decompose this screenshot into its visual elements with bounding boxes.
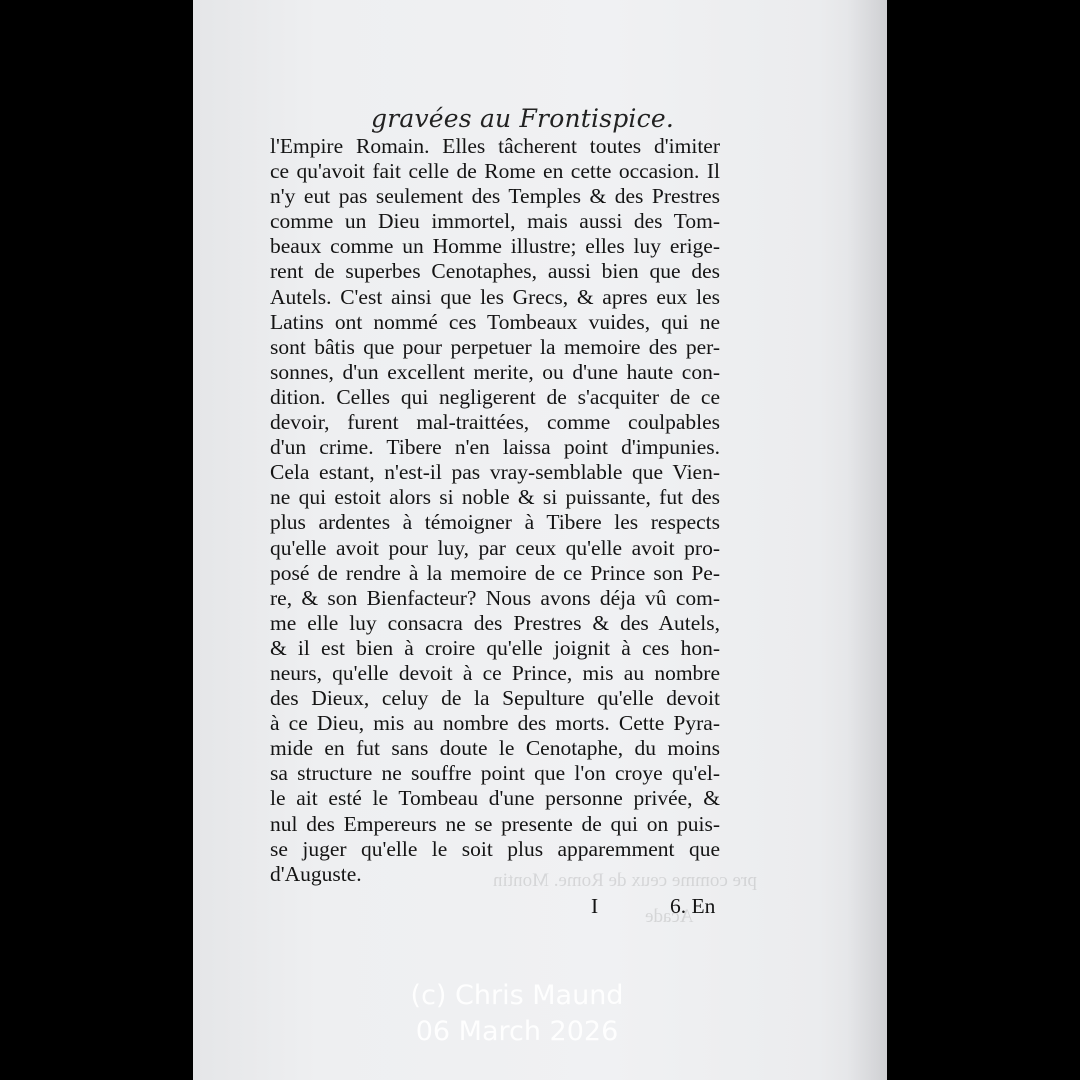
text-line: ne qui estoit alors si noble & si puissante, fut des bbox=[270, 485, 720, 510]
text-line: re, & son Bienfacteur? Nous avons déja vû com- bbox=[270, 585, 720, 610]
text-line: le ait esté le Tombeau d'une personne privée, & bbox=[270, 786, 720, 811]
text-line: qu'elle avoit pour luy, par ceux qu'elle avoit pro- bbox=[270, 535, 720, 560]
text-line: sonnes, d'un excellent merite, ou d'une haute con- bbox=[270, 359, 720, 384]
copyright-watermark bbox=[0, 978, 1034, 1050]
text-line: posé de rendre à la memoire de ce Prince son Pe- bbox=[270, 560, 720, 585]
body-text bbox=[270, 134, 720, 887]
text-line: comme un Dieu immortel, mais aussi des Tom- bbox=[270, 209, 720, 234]
text-line: des Dieux, celuy de la Sepulture qu'elle devoit bbox=[270, 686, 720, 711]
text-line: ce qu'avoit fait celle de Rome en cette occasion. Il bbox=[270, 159, 720, 184]
text-line: rent de superbes Cenotaphes, aussi bien que des bbox=[270, 259, 720, 284]
catchword: 6. En bbox=[670, 894, 716, 918]
text-line: nul des Empereurs ne se presente de qui on puis- bbox=[270, 811, 720, 836]
bleed-through-text: Acade bbox=[645, 906, 694, 927]
text-line: d'un crime. Tibere n'en laissa point d'impunies. bbox=[270, 435, 720, 460]
text-line: n'y eut pas seulement des Temples & des Prestres bbox=[270, 184, 720, 209]
text-line: d'Auguste. bbox=[270, 861, 362, 886]
text-line: sont bâtis que pour perpetuer la memoire des per- bbox=[270, 334, 720, 359]
watermark-date: 06 March 2026 bbox=[415, 1016, 619, 1047]
text-line: & il est bien à croire qu'elle joignit à ces hon- bbox=[270, 635, 720, 660]
text-line: Latins ont nommé ces Tombeaux vuides, qui ne bbox=[270, 309, 720, 334]
text-line: Autels. C'est ainsi que les Grecs, & apres eux les bbox=[270, 284, 720, 309]
text-line: devoir, furent mal-traittées, comme coulpables bbox=[270, 410, 720, 435]
text-line: plus ardentes à témoigner à Tibere les respects bbox=[270, 510, 720, 535]
signature-mark: I bbox=[591, 894, 599, 918]
text-line: Cela estant, n'est-il pas vray-semblable que Vien- bbox=[270, 460, 720, 485]
book-page bbox=[193, 0, 887, 1080]
text-line: dition. Celles qui negligerent de s'acquiter de ce bbox=[270, 384, 720, 409]
text-line: beaux comme un Homme illustre; elles luy erige- bbox=[270, 234, 720, 259]
page-gutter-shadow bbox=[847, 0, 887, 1080]
running-head: gravées au Frontispice. bbox=[371, 104, 674, 133]
text-line: neurs, qu'elle devoit à ce Prince, mis au nombre bbox=[270, 660, 720, 685]
text-line: se juger qu'elle le soit plus apparemment que bbox=[270, 836, 720, 861]
text-line: sa structure ne souffre point que l'on croye qu'el- bbox=[270, 761, 720, 786]
text-line: l'Empire Romain. Elles tâcherent toutes d'imiter bbox=[270, 134, 720, 158]
bleed-through-text: pre comme ceux de Rome. Montin bbox=[493, 870, 757, 891]
text-line: à ce Dieu, mis au nombre des morts. Cette Pyra- bbox=[270, 711, 720, 736]
text-line: me elle luy consacra des Prestres & des Autels, bbox=[270, 610, 720, 635]
watermark-owner: (c) Chris Maund bbox=[410, 980, 624, 1011]
text-line: mide en fut sans doute le Cenotaphe, du moins bbox=[270, 736, 720, 761]
